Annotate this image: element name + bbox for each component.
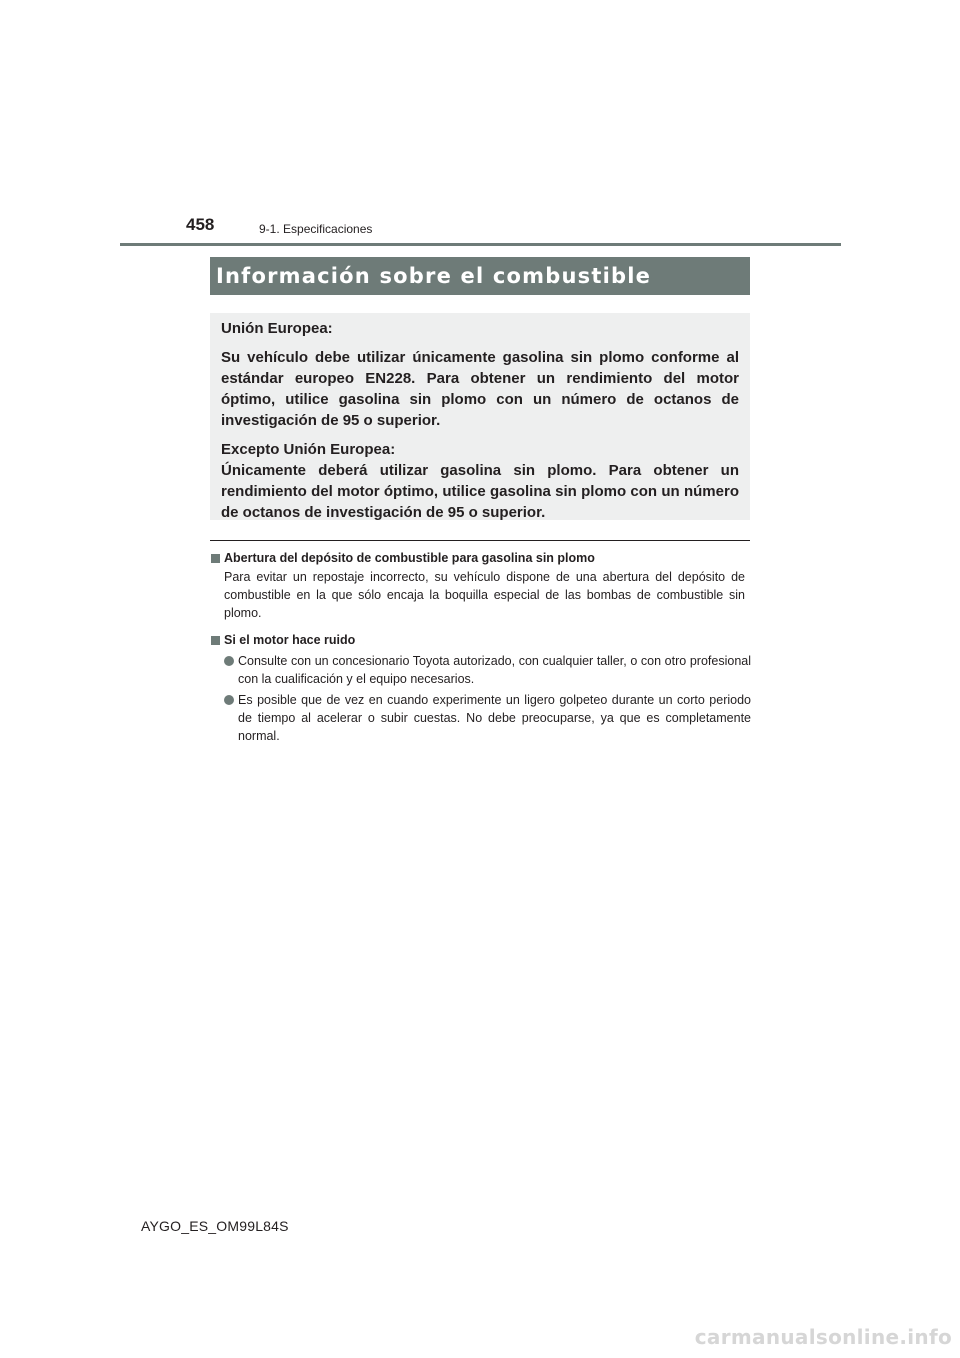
watermark: carmanualsonline.info bbox=[694, 1325, 952, 1349]
header-rule bbox=[120, 243, 841, 246]
title-bar bbox=[210, 257, 750, 295]
non-eu-text: Únicamente deberá utilizar gasolina sin plomo. Para obtener un rendimiento del motor óptimo, utilice gasolina sin plomo con un número de octanos de investigación de 95 o superior. bbox=[221, 462, 739, 521]
fuel-info-box bbox=[210, 313, 750, 520]
section-label: 9-1. Especificaciones bbox=[259, 222, 373, 236]
document-code: AYGO_ES_OM99L84S bbox=[141, 1218, 289, 1234]
note-title-opening-text: Abertura del depósito de combustible para gasolina sin plomo bbox=[224, 551, 595, 565]
eu-heading: Unión Europea: bbox=[221, 320, 333, 337]
note-title-noise bbox=[211, 631, 751, 649]
note-title-noise-text: Si el motor hace ruido bbox=[224, 633, 356, 647]
notes-section bbox=[211, 549, 751, 745]
list-item bbox=[211, 691, 751, 745]
square-bullet-icon bbox=[211, 636, 220, 645]
page-title: Información sobre el combustible bbox=[216, 264, 652, 288]
note-title-opening bbox=[211, 549, 751, 567]
list-item-text: Consulte con un concesionario Toyota autorizado, con cualquier taller, o con otro profesional con la cualificación y el equipo necesarios. bbox=[238, 654, 751, 686]
list-item bbox=[211, 652, 751, 688]
eu-text: Su vehículo debe utilizar únicamente gasolina sin plomo conforme al estándar europeo EN228. Para obtener un rendimiento del motor óptimo, utilice gasolina sin plomo con un número de octanos de investigación de 95 o superior. bbox=[221, 349, 739, 429]
square-bullet-icon bbox=[211, 554, 220, 563]
page-number: 458 bbox=[186, 215, 215, 234]
section-divider bbox=[210, 540, 750, 541]
circle-bullet-icon bbox=[224, 695, 234, 705]
non-eu-heading: Excepto Unión Europea: bbox=[221, 441, 396, 458]
note-body-opening: Para evitar un repostaje incorrecto, su vehículo dispone de una abertura del depósito de combustible en la que sólo encaja la boquilla especial de las bombas de combustible sin plomo. bbox=[224, 570, 745, 620]
list-item-text: Es posible que de vez en cuando experimente un ligero golpeteo durante un corto periodo de tiempo al acelerar o subir cuestas. No debe preocuparse, ya que es completamente normal. bbox=[238, 693, 751, 743]
circle-bullet-icon bbox=[224, 656, 234, 666]
